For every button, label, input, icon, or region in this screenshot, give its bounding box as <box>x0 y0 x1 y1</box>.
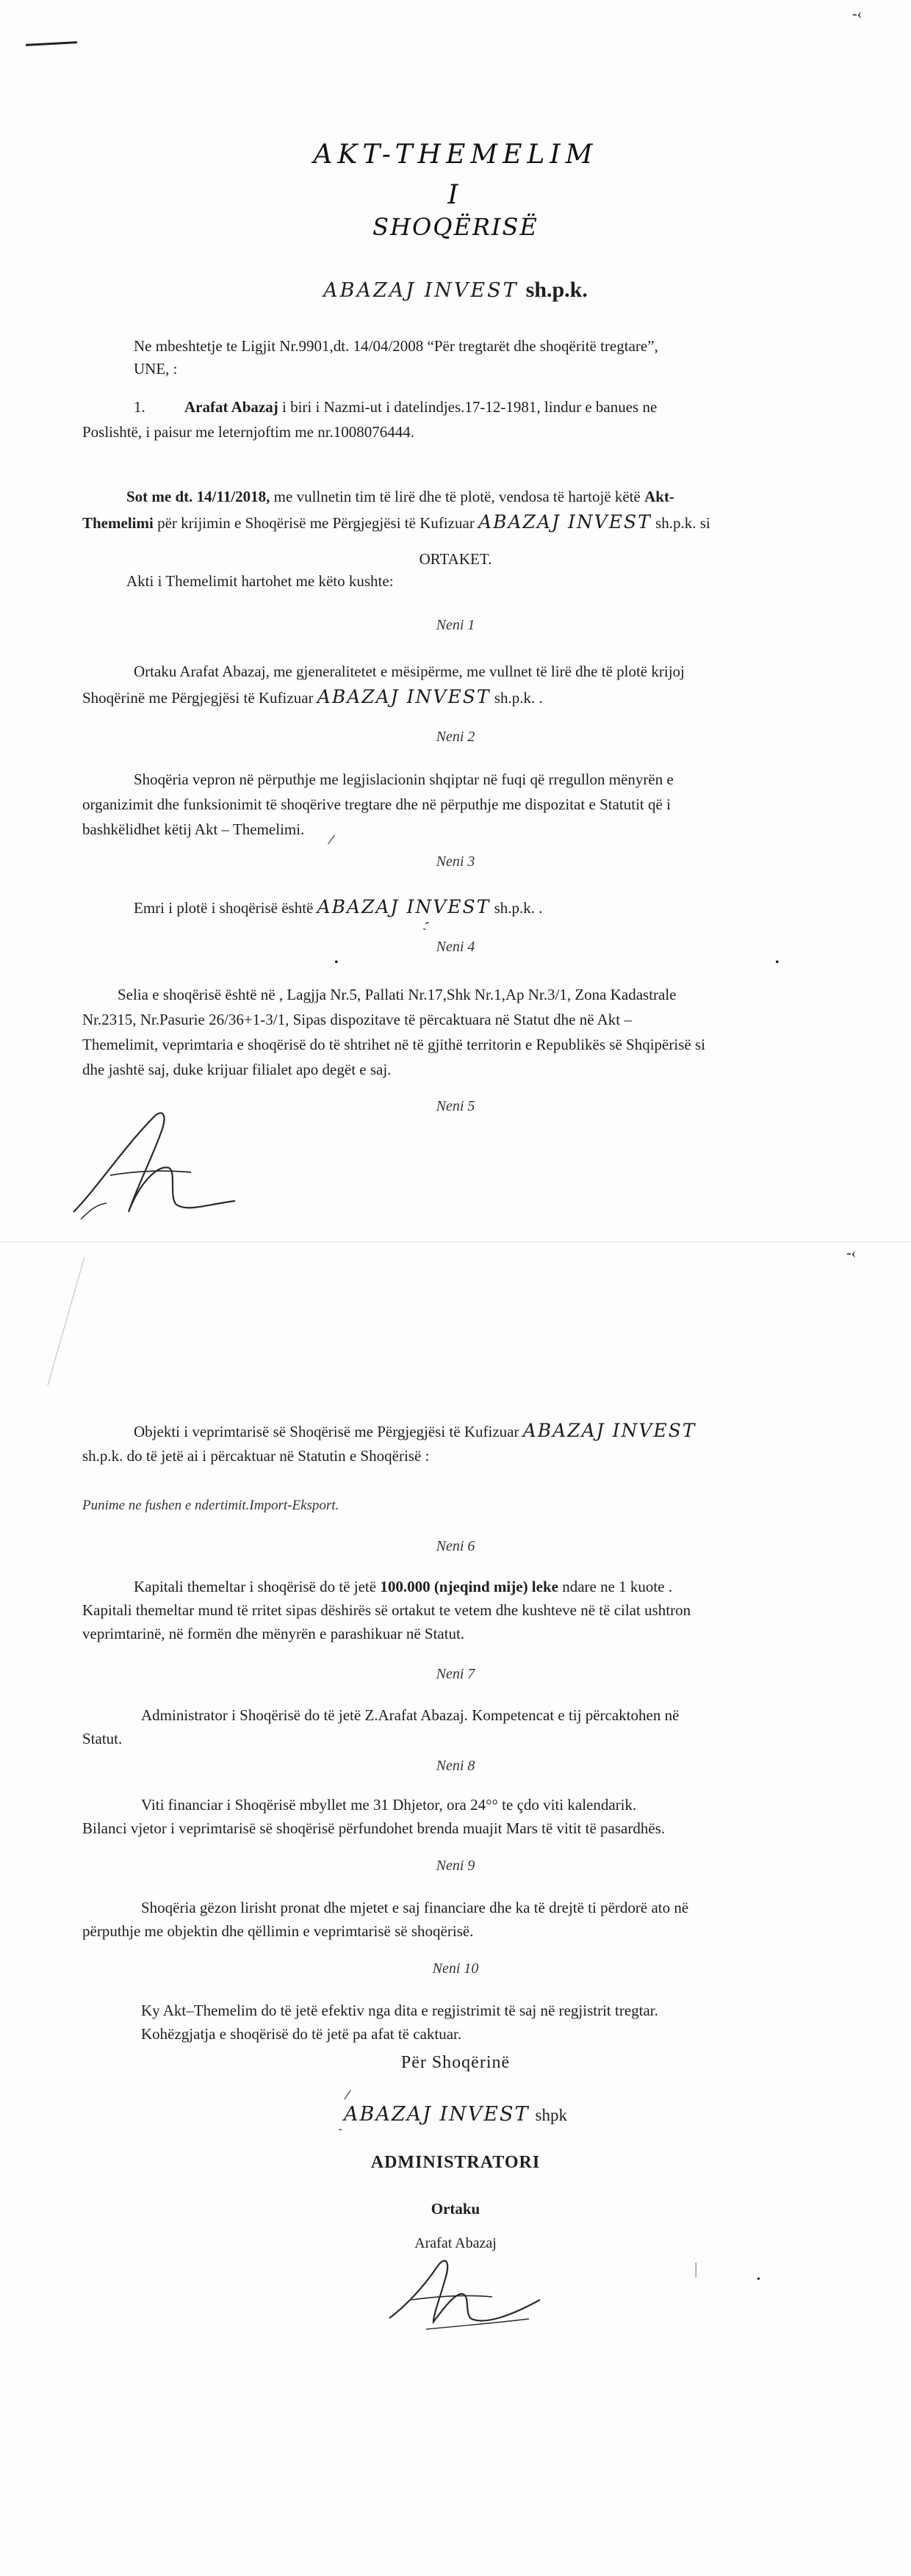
neni6-line3: veprimtarinë, në formën dhe mënyrën e parashikuar në Statut. <box>82 1625 465 1642</box>
neni10-line2: Kohëzgjatja e shoqërisë do të jetë pa afat të caktuar. <box>141 2025 462 2043</box>
sot-line2 <box>82 510 824 535</box>
company-fancy-name: ABAZAJ INVEST <box>323 279 519 302</box>
neni3-heading: Neni 3 <box>436 854 475 870</box>
page-one <box>0 0 911 1241</box>
neni6-heading: Neni 6 <box>436 1538 475 1554</box>
dot-mark-3: • <box>757 2274 760 2285</box>
neni4-heading: Neni 4 <box>436 939 475 955</box>
sot-text2: për krijimin e Shoqërisë me Përgjegjësi të Kufizuar <box>157 514 475 532</box>
neni9-heading: Neni 9 <box>436 1858 475 1874</box>
founder-line2: Poslishtë, i paisur me leternjoftim me nr.1008076444. <box>82 423 415 441</box>
neni4-line3: Themelimit, veprimtaria e shoqërisë do të shtrihet në të gjithë territorin e Republikës së Shqipërisë si <box>82 1036 705 1053</box>
intro-line: Ne mbeshtetje te Ligjit Nr.9901,dt. 14/04/2008 “Për tregtarët dhe shoqëritë tregtare”, <box>134 337 658 355</box>
neni3-line <box>134 895 795 920</box>
title-line1: AKT-THEMELIM <box>313 140 598 170</box>
title-line3: SHOQËRISË <box>372 213 539 241</box>
sot-text1: me vullnetin tim të lirë dhe të plotë, vendosa të hartojë këtë <box>273 488 641 505</box>
dot-mark-2: • <box>775 956 779 969</box>
per-shoqerine: Për Shoqërinë <box>400 2053 511 2072</box>
scan-mark <box>26 41 77 46</box>
neni8-heading: Neni 8 <box>436 1758 475 1774</box>
objekti-text1: Objekti i veprimtarisë së Shoqërisë me Përgjegjësi të Kufizuar <box>134 1423 519 1440</box>
neni6-capital: 100.000 (njeqind mije) leke <box>380 1578 558 1595</box>
akti-line: Akti i Themelimit hartohet me këto kushte: <box>126 572 394 590</box>
founder-text1: i biri i Nazmi-ut i datelindjes.17-12-1981, lindur e banues ne <box>281 398 658 416</box>
neni7-heading: Neni 7 <box>436 1666 475 1682</box>
sot-themelimi: Themelimi <box>82 514 154 532</box>
sot-line1 <box>126 485 817 509</box>
ortaku-label: Ortaku <box>431 2200 480 2218</box>
neni1-fancy-name: ABAZAJ INVEST <box>317 686 491 707</box>
company-suffix: sh.p.k. <box>525 278 588 302</box>
neni7-line2: Statut. <box>82 1730 123 1747</box>
neni6-text1a: Kapitali themeltar i shoqërisë do të jetë <box>134 1578 377 1595</box>
neni1-heading: Neni 1 <box>436 617 475 633</box>
neni4-line2: Nr.2315, Nr.Pasurie 26/36+1-3/1, Sipas dispozitave të përcaktuara në Statut dhe në Akt – <box>82 1011 632 1028</box>
title-line2: I <box>447 180 464 210</box>
founder-name: Arafat Abazaj <box>184 398 278 416</box>
neni4-line4: dhe jashtë saj, duke krijuar filialet apo degët e saj. <box>82 1061 392 1078</box>
signature-page1 <box>66 1102 242 1227</box>
neni1-line2 <box>82 685 817 710</box>
neni3-text-b: sh.p.k. . <box>494 899 543 917</box>
neni1-text2a: Shoqërinë me Përgjegjësi të Kufizuar <box>82 689 314 707</box>
objekti-line2: sh.p.k. do të jetë ai i përcaktuar në Statutin e Shoqërisë : <box>82 1447 430 1465</box>
signer-name: Arafat Abazaj <box>414 2235 497 2251</box>
corner-mark-2: -‹ <box>846 1245 857 1261</box>
ortaket-heading: ORTAKET. <box>419 550 492 568</box>
neni2-heading: Neni 2 <box>436 729 475 745</box>
dot-mark: • <box>334 956 339 969</box>
neni2-line1: Shoqëria vepron në përputhje me legjislacionin shqiptar në fuqi që rregullon mënyrën e <box>134 771 674 788</box>
neni3-fancy-name: ABAZAJ INVEST <box>317 896 491 917</box>
neni9-line1: Shoqëria gëzon lirisht pronat dhe mjetet e saj financiare dhe ka të drejtë ti përdorë ato në <box>141 1899 689 1916</box>
company-heading <box>0 278 911 303</box>
neni2-line3: bashkëlidhet këtij Akt – Themelimi. <box>82 820 305 838</box>
neni5-heading: Neni 5 <box>436 1098 475 1114</box>
neni10-heading: Neni 10 <box>432 1960 479 1977</box>
pen-tick-4: ˎ <box>331 2115 344 2133</box>
signoff-suffix: shpk <box>535 2106 567 2124</box>
company-signoff <box>0 2103 911 2126</box>
neni7-line1: Administrator i Shoqërisë do të jetë Z.Arafat Abazaj. Kompetencat e tij përcaktohen në <box>141 1706 680 1724</box>
founder-line1 <box>134 395 818 419</box>
margin-mark: | <box>694 2259 698 2278</box>
pen-tick-3: / <box>342 2085 353 2104</box>
neni1-text2b: sh.p.k. . <box>494 689 543 707</box>
une-line: UNE, : <box>134 360 178 378</box>
objekti-line1 <box>134 1418 824 1444</box>
pen-tick-2: ˏ‐ <box>417 914 431 931</box>
administratori-label: ADMINISTRATORI <box>370 2153 541 2172</box>
sot-fancy-name: ABAZAJ INVEST <box>478 511 652 533</box>
corner-mark: -‹ <box>852 6 863 22</box>
neni2-line2: organizimit dhe funksionimit të shoqërive tregtare dhe në përputhje me dispozitat e Statutit që i <box>82 795 671 813</box>
neni6-line1 <box>134 1575 820 1599</box>
pen-tick: / <box>326 829 336 849</box>
neni9-line2: përputhje me objektin dhe qëllimin e veprimtarisë së shoqërisë. <box>82 1922 474 1940</box>
page-two <box>0 1241 911 2576</box>
punime-line: Punime ne fushen e ndertimit.Import-Eksport. <box>82 1498 339 1513</box>
neni6-text1b: ndare ne 1 kuote . <box>562 1578 673 1595</box>
sot-date: Sot me dt. 14/11/2018, <box>126 488 270 505</box>
objekti-fancy-name: ABAZAJ INVEST <box>522 1420 696 1441</box>
founder-number: 1. <box>134 398 145 416</box>
signature-page2 <box>382 2248 558 2337</box>
neni3-text-a: Emri i plotë i shoqërisë është <box>134 899 314 917</box>
neni4-line1: Selia e shoqërisë është në , Lagjja Nr.5, Pallati Nr.17,Shk Nr.1,Ap Nr.3/1, Zona Kadastrale <box>118 986 677 1003</box>
signoff-fancy-name: ABAZAJ INVEST <box>344 2103 530 2126</box>
sot-text3: sh.p.k. si <box>655 514 710 532</box>
neni8-line2: Bilanci vjetor i veprimtarisë së shoqërisë përfundohet brenda muajit Mars të vitit të pasardhës. <box>82 1819 666 1837</box>
neni6-line2: Kapitali themeltar mund të rritet sipas dëshirës së ortakut te vetem dhe kushteve në të cilat ushtron <box>82 1601 691 1619</box>
sot-akt: Akt- <box>644 488 674 505</box>
neni10-line1: Ky Akt–Themelim do të jetë efektiv nga dita e regjistrimit të saj në regjistrit tregtar. <box>141 2002 658 2019</box>
neni1-line1: Ortaku Arafat Abazaj, me gjeneralitetet e mësipërme, me vullnet të lirë dhe të plotë krijoj <box>134 663 685 680</box>
neni8-line1: Viti financiar i Shoqërisë mbyllet me 31 Dhjetor, ora 24°° te çdo viti kalendarik. <box>141 1796 637 1814</box>
scan-edge-line <box>44 1257 88 1389</box>
